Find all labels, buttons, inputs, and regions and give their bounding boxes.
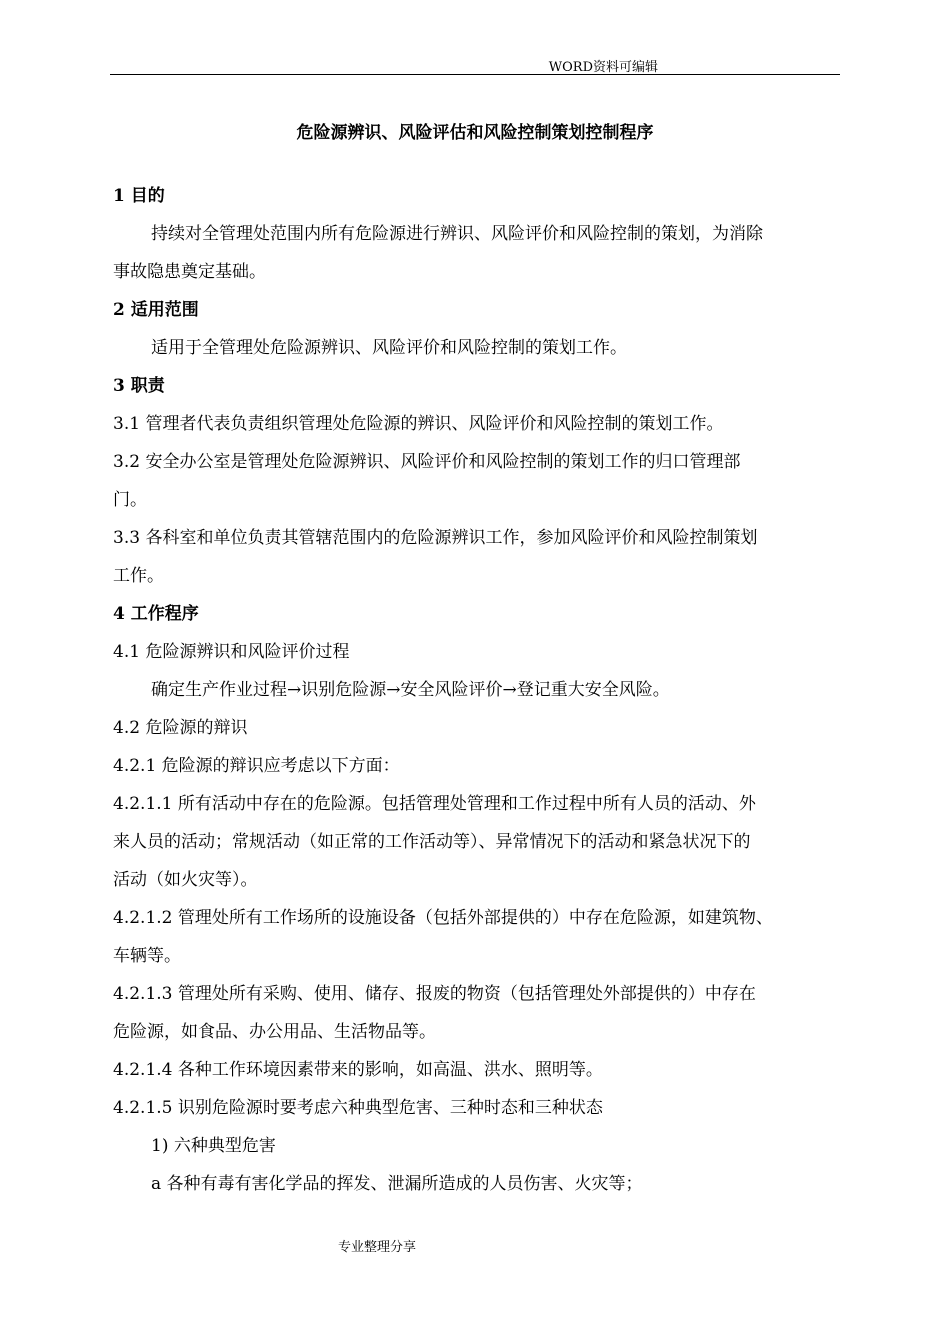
page-footer-text: 专业整理分享 xyxy=(338,1240,417,1255)
list-item: a 各种有毒有害化学品的挥发、泄漏所造成的人员伤害、火灾等； xyxy=(151,1174,643,1194)
paragraph-line: 4.2.1.1 所有活动中存在的危险源。包括管理处管理和工作过程中所有人员的活动、外 xyxy=(113,794,756,814)
paragraph-line: 活动（如火灾等）。 xyxy=(113,870,258,890)
paragraph-line: 4.2.1.4 各种工作环境因素带来的影响，如高温、洪水、照明等。 xyxy=(113,1060,603,1080)
document-title: 危险源辨识、风险评估和风险控制策划控制程序 xyxy=(296,123,654,143)
paragraph-line: 危险源，如食品、办公用品、生活物品等。 xyxy=(113,1022,436,1042)
paragraph-line: 4.2.1.5 识别危险源时要考虑六种典型危害、三种时态和三种状态 xyxy=(113,1098,603,1118)
section-heading: 2 适用范围 xyxy=(113,300,199,320)
section-heading: 4 工作程序 xyxy=(113,604,199,624)
section-heading: 3 职责 xyxy=(113,376,165,396)
list-item: 1) 六种典型危害 xyxy=(151,1136,276,1156)
header-rule xyxy=(110,74,840,75)
paragraph-line: 4.2.1.2 管理处所有工作场所的设施设备（包括外部提供的）中存在危险源，如建筑物、 xyxy=(113,908,773,928)
paragraph-line: 3.2 安全办公室是管理处危险源辨识、风险评价和风险控制的策划工作的归口管理部 xyxy=(113,452,741,472)
document-body xyxy=(113,182,840,1208)
paragraph-line: 适用于全管理处危险源辨识、风险评价和风险控制的策划工作。 xyxy=(151,338,627,358)
page-header-text: WORD资料可编辑 xyxy=(548,60,658,75)
paragraph-line: 3.1 管理者代表负责组织管理处危险源的辨识、风险评价和风险控制的策划工作。 xyxy=(113,414,724,434)
paragraph-line: 4.1 危险源辨识和风险评价过程 xyxy=(113,642,350,662)
paragraph-line: 持续对全管理处范围内所有危险源进行辨识、风险评价和风险控制的策划，为消除 xyxy=(151,224,763,244)
paragraph-line: 确定生产作业过程→识别危险源→安全风险评价→登记重大安全风险。 xyxy=(151,680,670,700)
paragraph-line: 4.2.1.3 管理处所有采购、使用、储存、报废的物资（包括管理处外部提供的）中存在 xyxy=(113,984,756,1004)
paragraph-line: 工作。 xyxy=(113,566,164,586)
paragraph-line: 4.2 危险源的辩识 xyxy=(113,718,248,738)
paragraph-line: 4.2.1 危险源的辩识应考虑以下方面： xyxy=(113,756,400,776)
paragraph-line: 事故隐患奠定基础。 xyxy=(113,262,266,282)
paragraph-line: 车辆等。 xyxy=(113,946,181,966)
paragraph-line: 3.3 各科室和单位负责其管辖范围内的危险源辨识工作，参加风险评价和风险控制策划 xyxy=(113,528,758,548)
paragraph-line: 来人员的活动；常规活动（如正常的工作活动等）、异常情况下的活动和紧急状况下的 xyxy=(113,832,751,852)
section-heading: 1 目的 xyxy=(113,186,165,206)
paragraph-line: 门。 xyxy=(113,490,147,510)
